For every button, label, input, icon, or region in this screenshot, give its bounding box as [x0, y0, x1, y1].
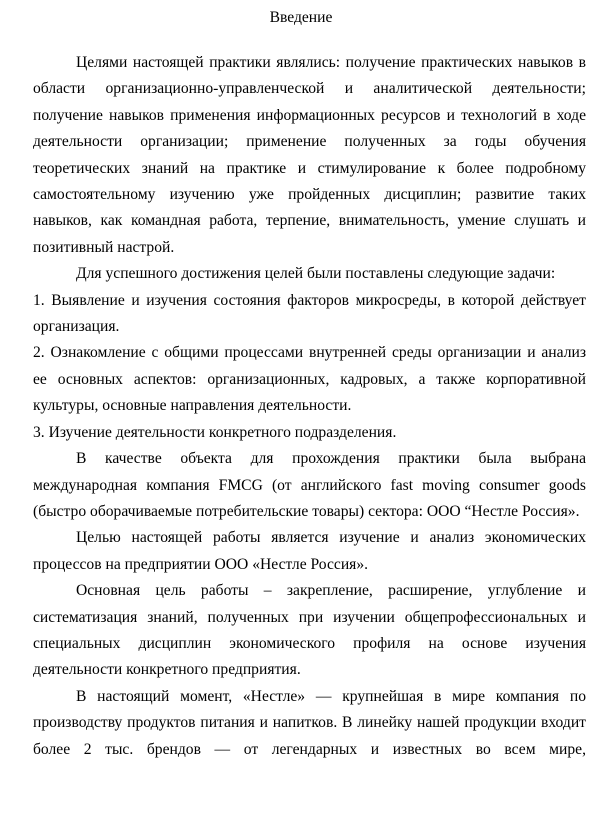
paragraph-purpose: Целью настоящей работы является изучение и анализ экономических процессов на предприятии ООО «Нестле Россия».	[33, 529, 586, 573]
paragraph-main-goal: Основная цель работы – закрепление, расширение, углубление и систематизация знаний, полученных при изучении общепрофессиональных и специальных дисциплин экономического профиля на основе изучения деятельности конкретного предприятия.	[33, 582, 586, 679]
task-item-3: 3. Изучение деятельности конкретного подразделения.	[33, 423, 397, 441]
paragraph-goals: Целями настоящей практики являлись: получение практических навыков в области организационно-управленческой и аналитической деятельности; получение навыков применения информационных ресурсов и технологий в ходе деятельности организации; применение полученных за годы обучения теоретических знаний на практике и стимулирование к более подробному самостоятельному изучению уже пройденных дисциплин; развитие таких навыков, как командная работа, терпение, внимательность, умение слушать и позитивный настрой.	[33, 54, 586, 256]
task-item-2: 2. Ознакомление с общими процессами внутренней среды организации и анализ ее основных аспектов: организационных, кадровых, а также корпоративной культуры, основные направления деятельности.	[33, 344, 586, 415]
paragraph-tasks-intro: Для успешного достижения целей были поставлены следующие задачи:	[76, 265, 556, 283]
document-body	[33, 50, 586, 763]
document-title: Введение	[269, 9, 333, 26]
paragraph-company: В настоящий момент, «Нестле» — крупнейшая в мире компания по производству продуктов питания и напитков. В линейку нашей продукции входит более 2 тыс. брендов — от легендарных и известных во всем мире,	[33, 687, 586, 758]
paragraph-object: В качестве объекта для прохождения практики была выбрана международная компания FMCG (от английского fast moving consumer goods (быстро оборачиваемые потребительские товары) сектора: ООО “Нестле Россия».	[33, 450, 586, 520]
task-item-1: 1. Выявление и изучения состояния факторов микросреды, в которой действует организация.	[33, 291, 586, 336]
